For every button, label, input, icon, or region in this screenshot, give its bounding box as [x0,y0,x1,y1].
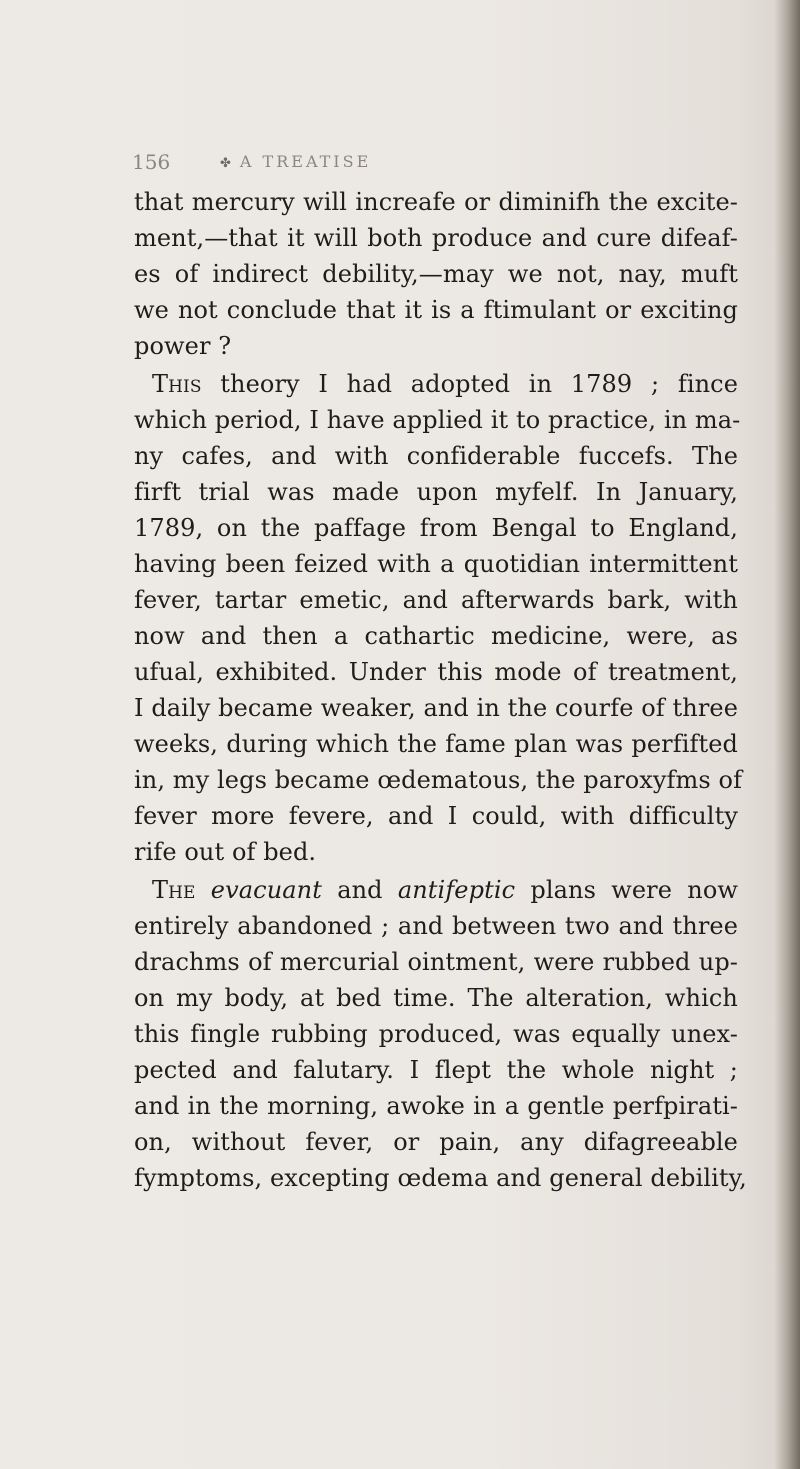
text-line: this fingle rubbing produced, was equally unex- [134,1020,738,1048]
text-line: ufual, exhibited. Under this mode of treatment, [134,658,738,686]
text-line: we not conclude that it is a ftimulant or exciting [134,296,738,324]
text-line: which period, I have applied it to practice, in ma- [134,406,741,434]
text-line: fever, tartar emetic, and afterwards bark, with [134,586,738,614]
running-head [220,152,371,171]
running-head-text: A TREATISE [239,152,372,171]
text-line: and in the morning, awoke in a gentle perfpirati- [134,1092,738,1120]
text-line: fymptoms, excepting œdema and general debility, [134,1164,747,1192]
paragraph-opening: The evacuant and antifeptic plans were now [152,876,739,904]
text-line: now and then a cathartic medicine, were, as [134,622,738,650]
text-line: es of indirect debility,—may we not, nay, muft [134,260,738,288]
paragraph-start-line [152,366,738,402]
text-line: weeks, during which the fame plan was perfifted [134,730,738,758]
page-header [132,150,732,180]
text-line: firft trial was made upon myfelf. In January, [134,478,738,506]
text-line: entirely abandoned ; and between two and three [134,912,738,940]
text-line: fever more fevere, and I could, with difficulty [134,802,738,830]
text-line: pected and falutary. I flept the whole night ; [134,1056,738,1084]
text-line: drachms of mercurial ointment, were rubbed up- [134,948,738,976]
text-line: power ? [134,332,232,360]
text-line: I daily became weaker, and in the courfe of three [134,694,738,722]
paragraph-start-line [152,872,738,908]
text-line: ny cafes, and with confiderable fuccefs. The [134,442,738,470]
text-line: that mercury will increafe or diminifh the excite- [134,188,738,216]
text-line: on my body, at bed time. The alteration, which [134,984,738,1012]
text-line: rife out of bed. [134,838,317,866]
page-number: 156 [132,150,171,174]
text-line: ment,—that it will both produce and cure difeaf- [134,224,738,252]
text-line: having been feized with a quotidian intermittent [134,550,738,578]
text-line: 1789, on the paffage from Bengal to England, [134,514,738,542]
ornament-icon: ✤ [220,156,234,171]
text-line: in, my legs became œdematous, the paroxyfms of [134,766,743,794]
paragraph-opening: This theory I had adopted in 1789 ; fince [152,370,738,398]
page-gutter-shadow [774,0,800,1469]
text-line: on, without fever, or pain, any difagreeable [134,1128,738,1156]
